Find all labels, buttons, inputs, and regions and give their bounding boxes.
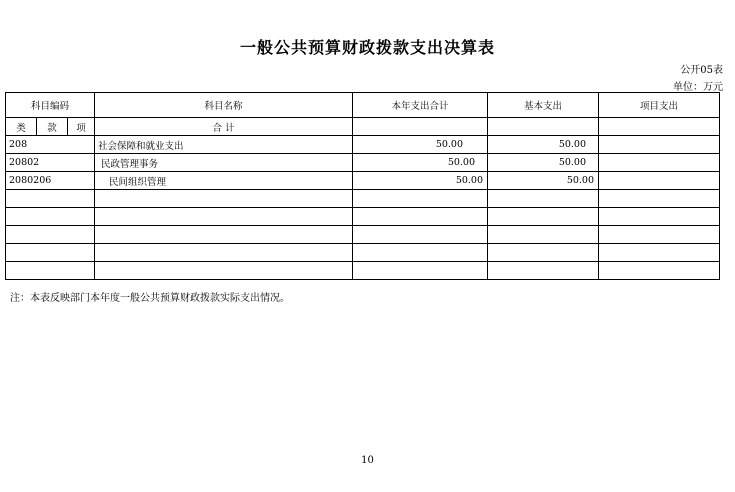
header-row-2 xyxy=(6,118,720,136)
header-basic: 基本支出 xyxy=(488,93,599,118)
empty-row xyxy=(6,226,720,244)
row-basic: 50.00 xyxy=(488,172,599,190)
header-lei: 类 xyxy=(6,118,37,136)
row-total: 50.00 xyxy=(353,154,488,172)
row-code: 20802 xyxy=(6,154,95,172)
header-project: 项目支出 xyxy=(599,93,720,118)
row-project xyxy=(599,136,720,154)
header-kuan: 款 xyxy=(37,118,68,136)
row-total: 50.00 xyxy=(353,172,488,190)
row-total: 50.00 xyxy=(353,136,488,154)
table-row xyxy=(6,154,720,172)
empty-row xyxy=(6,208,720,226)
row-basic: 50.00 xyxy=(488,136,599,154)
row-name: 民政管理事务 xyxy=(95,154,353,172)
row-project xyxy=(599,154,720,172)
page-title: 一般公共预算财政拨款支出决算表 xyxy=(239,38,495,57)
header-sum: 合 计 xyxy=(95,118,353,136)
page-number: 10 xyxy=(361,455,374,466)
row-basic: 50.00 xyxy=(488,154,599,172)
unit-label: 单位：万元 xyxy=(673,82,723,93)
header-total: 本年支出合计 xyxy=(353,93,488,118)
row-name: 民间组织管理 xyxy=(95,172,353,190)
header-name: 科目名称 xyxy=(95,93,353,118)
row-code: 208 xyxy=(6,136,95,154)
empty-row xyxy=(6,262,720,280)
header-row-1 xyxy=(6,93,720,118)
empty-row xyxy=(6,190,720,208)
table-row xyxy=(6,136,720,154)
empty-row xyxy=(6,244,720,262)
footnote: 注：本表反映部门本年度一般公共预算财政拨款实际支出情况。 xyxy=(10,293,290,304)
budget-table xyxy=(5,92,720,280)
form-number: 公开05表 xyxy=(680,65,723,76)
row-project xyxy=(599,172,720,190)
header-code-group: 科目编码 xyxy=(6,93,95,118)
row-code: 2080206 xyxy=(6,172,95,190)
header-xiang: 项 xyxy=(68,118,95,136)
table-row xyxy=(6,172,720,190)
row-name: 社会保障和就业支出 xyxy=(95,136,353,154)
